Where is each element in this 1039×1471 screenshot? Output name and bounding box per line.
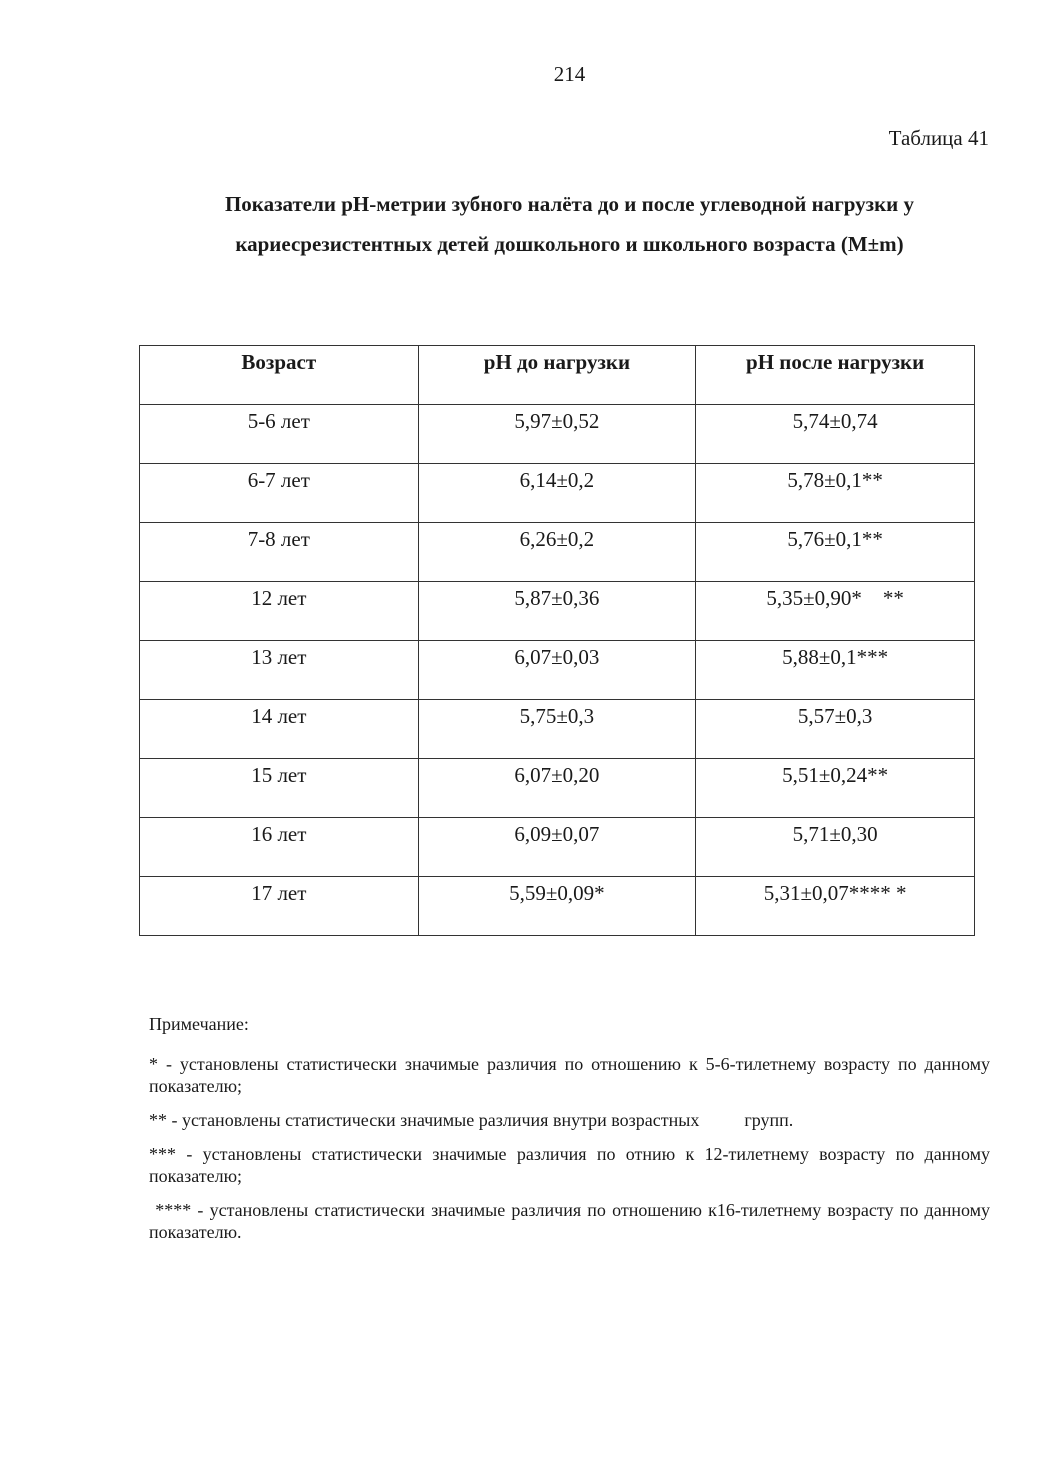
cell-ph-after: 5,57±0,3 [696, 700, 975, 759]
note-item: ** - установлены статистически значимые различия внутри возрастных групп. [149, 1110, 794, 1130]
table-row [140, 464, 975, 523]
cell-ph-before: 6,14±0,2 [418, 464, 696, 523]
table-row [140, 877, 975, 936]
table-row [140, 641, 975, 700]
cell-ph-after: 5,74±0,74 [696, 405, 975, 464]
cell-ph-before: 5,97±0,52 [418, 405, 696, 464]
cell-age: 6-7 лет [140, 464, 419, 523]
header-ph-after: рН после нагрузки [696, 346, 975, 405]
cell-age: 12 лет [140, 582, 419, 641]
cell-ph-before: 5,75±0,3 [418, 700, 696, 759]
cell-ph-before: 6,09±0,07 [418, 818, 696, 877]
cell-ph-before: 6,26±0,2 [418, 523, 696, 582]
table-row [140, 700, 975, 759]
cell-age: 13 лет [140, 641, 419, 700]
cell-age: 5-6 лет [140, 405, 419, 464]
note-item: **** - установлены статистически значимые различия по отношению к16-тилетнему возрасту по данному показателю. [149, 1200, 995, 1242]
table-row [140, 523, 975, 582]
cell-ph-after: 5,71±0,30 [696, 818, 975, 877]
notes-section [149, 1013, 995, 1255]
cell-age: 17 лет [140, 877, 419, 936]
notes-heading: Примечание: [149, 1014, 249, 1034]
document-title [100, 184, 1039, 264]
header-ph-before: рН до нагрузки [418, 346, 696, 405]
cell-ph-after: 5,35±0,90* ** [696, 582, 975, 641]
note-item: *** - установлены статистически значимые различия по отнию к 12-тилетнему возрасту по данному показателю; [149, 1144, 990, 1186]
cell-ph-before: 5,59±0,09* [418, 877, 696, 936]
cell-ph-before: 5,87±0,36 [418, 582, 696, 641]
table-row [140, 818, 975, 877]
cell-ph-before: 6,07±0,03 [418, 641, 696, 700]
cell-ph-after: 5,51±0,24** [696, 759, 975, 818]
cell-age: 16 лет [140, 818, 419, 877]
cell-ph-after: 5,76±0,1** [696, 523, 975, 582]
cell-ph-after: 5,88±0,1*** [696, 641, 975, 700]
cell-ph-after: 5,78±0,1** [696, 464, 975, 523]
table-row [140, 582, 975, 641]
table-header-row [140, 346, 975, 405]
cell-age: 14 лет [140, 700, 419, 759]
cell-ph-before: 6,07±0,20 [418, 759, 696, 818]
table-row [140, 405, 975, 464]
note-item: * - установлены статистически значимые различия по отношению к 5-6-тилетнему возрасту по данному показателю; [149, 1054, 990, 1096]
ph-data-table [139, 345, 975, 936]
table-label: Таблица 41 [888, 126, 989, 150]
cell-ph-after: 5,31±0,07**** * [696, 877, 975, 936]
page-number: 214 [553, 62, 586, 86]
cell-age: 15 лет [140, 759, 419, 818]
header-age: Возраст [140, 346, 419, 405]
table-row [140, 759, 975, 818]
title-line-2: кариесрезистентных детей дошкольного и школьного возраста (M±m) [235, 232, 904, 256]
cell-age: 7-8 лет [140, 523, 419, 582]
title-line-1: Показатели рН-метрии зубного налёта до и после углеводной нагрузки у [224, 192, 915, 216]
